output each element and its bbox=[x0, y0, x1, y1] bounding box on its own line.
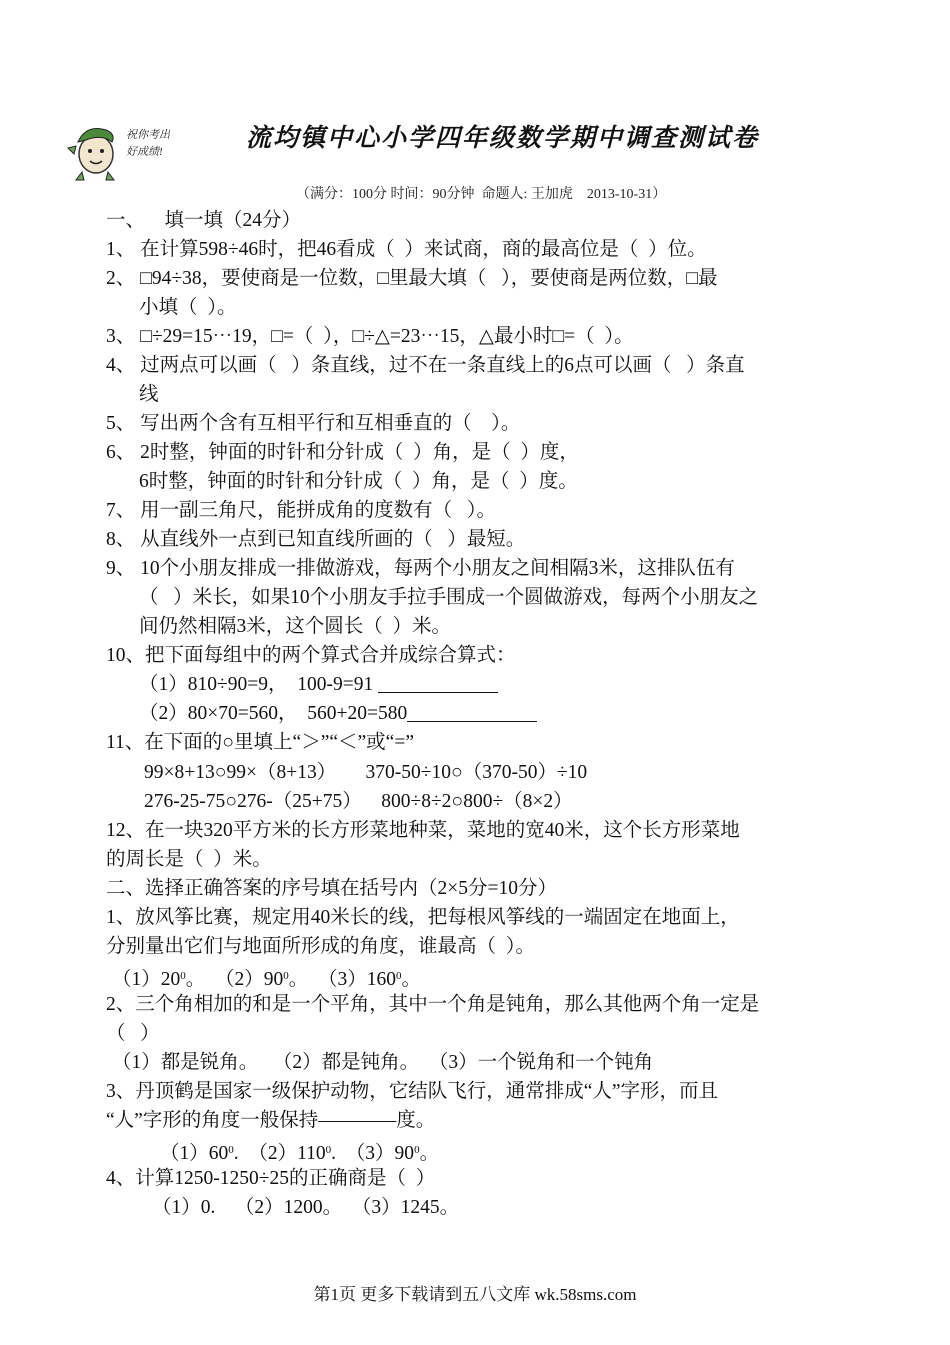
q1-4a: 4、 过两点可以画（ ）条直线，过不在一条直线上的6点可以画（ ）条直 bbox=[106, 355, 745, 376]
q1-10-1-text: （1）810÷90=9， 100-9=91 bbox=[139, 674, 379, 695]
page-footer: 第1页 更多下载请到五八文库 wk.58sms.com bbox=[313, 1285, 637, 1304]
option-text: （1）20 bbox=[112, 969, 181, 990]
q2-2-options: （1）都是锐角。 （2）都是钝角。 （3）一个锐角和一个钝角 bbox=[112, 1052, 654, 1073]
answer-blank[interactable] bbox=[378, 672, 498, 693]
q2-3b: “人”字形的角度一般保持————度。 bbox=[106, 1110, 436, 1131]
exam-info: （满分：100分 时间：90分钟 命题人: 王加虎 2013-10-31） bbox=[296, 187, 667, 202]
wish-line-2: 好成绩! bbox=[126, 146, 163, 158]
q1-11: 11、在下面的○里填上“＞”“＜”或“=” bbox=[106, 732, 414, 753]
degree-sup: 0 bbox=[283, 970, 289, 982]
q1-1: 1、 在计算598÷46时，把46看成（ ）来试商，商的最高位是（ ）位。 bbox=[106, 239, 707, 260]
q1-2b: 小填（ ）。 bbox=[139, 297, 237, 318]
q2-3a: 3、丹顶鹤是国家一级保护动物，它结队飞行，通常排成“人”字形，而且 bbox=[106, 1081, 719, 1102]
option-text: . （3）90 bbox=[331, 1143, 415, 1164]
degree-sup: 0 bbox=[414, 1144, 420, 1156]
q1-12b: 的周长是（ ）米。 bbox=[106, 849, 272, 870]
section2-heading: 二、选择正确答案的序号填在括号内（2×5分=10分） bbox=[106, 878, 557, 899]
q2-1-options bbox=[112, 963, 421, 993]
q1-8: 8、 从直线外一点到已知直线所画的（ ）最短。 bbox=[106, 529, 526, 550]
q1-10: 10、把下面每组中的两个算式合并成综合算式： bbox=[106, 645, 516, 666]
wish-line-1: 祝你考出 bbox=[126, 129, 170, 141]
answer-blank[interactable] bbox=[407, 701, 537, 722]
q2-4-options: （1）0. （2）1200。 （3）1245。 bbox=[152, 1197, 460, 1218]
page-title: 流均镇中心小学四年级数学期中调查测试卷 bbox=[246, 125, 760, 152]
degree-sup: 0 bbox=[396, 970, 402, 982]
degree-sup: 0 bbox=[325, 1144, 332, 1156]
option-text: 。 bbox=[401, 969, 422, 990]
q1-3: 3、 □÷29=15⋯19，□=（ ），□÷△=23⋯15，△最小时□=（ ）。 bbox=[106, 326, 634, 347]
option-text: （1）60 bbox=[160, 1143, 229, 1164]
q1-10-2-text: （2）80×70=560， 560+20=580 bbox=[139, 703, 408, 724]
q2-2b: （ ） bbox=[106, 1023, 160, 1044]
option-text: . （2）110 bbox=[233, 1143, 326, 1164]
q1-11-row1: 99×8+13○99×（8+13） 370-50÷10○（370-50）÷10 bbox=[144, 762, 588, 783]
option-text: 。 bbox=[419, 1143, 440, 1164]
q1-9c: 间仍然相隔3米，这个圆长（ ）米。 bbox=[139, 616, 452, 637]
q1-10-2 bbox=[139, 701, 537, 727]
q2-4: 4、计算1250-1250÷25的正确商是（ ） bbox=[106, 1168, 436, 1189]
q2-2a: 2、三个角相加的和是一个平角，其中一个角是钝角，那么其他两个角一定是 bbox=[106, 994, 760, 1015]
q2-1a: 1、放风筝比赛，规定用40米长的线，把每根风筝线的一端固定在地面上， bbox=[106, 907, 740, 928]
q1-9b: （ ）米长，如果10个小朋友手拉手围成一个圆做游戏，每两个小朋友之 bbox=[139, 587, 759, 608]
q1-5: 5、 写出两个含有互相平行和互相垂直的（ ）。 bbox=[106, 413, 521, 434]
q1-12a: 12、在一块320平方米的长方形菜地种菜，菜地的宽40米，这个长方形菜地 bbox=[106, 820, 740, 841]
degree-sup: 0 bbox=[180, 970, 186, 982]
option-text: 。 （2）90 bbox=[185, 969, 284, 990]
q1-2a: 2、 □94÷38，要使商是一位数，□里最大填（ ），要使商是两位数，□最 bbox=[106, 268, 718, 289]
section1-heading: 一、 填一填（24分） bbox=[106, 210, 302, 231]
q1-4b: 线 bbox=[139, 384, 159, 405]
q1-6a: 6、 2时整，钟面的时针和分针成（ ）角，是（ ）度， bbox=[106, 442, 579, 463]
q2-3-options bbox=[160, 1137, 439, 1167]
q1-7: 7、 用一副三角尺，能拼成角的度数有（ ）。 bbox=[106, 500, 497, 521]
option-text: 。 （3）160 bbox=[288, 969, 397, 990]
q1-10-1 bbox=[139, 672, 498, 698]
degree-sup: 0 bbox=[228, 1144, 234, 1156]
q1-11-row2: 276-25-75○276-（25+75） 800÷8÷2○800÷（8×2） bbox=[144, 791, 573, 812]
q2-1b: 分别量出它们与地面所形成的角度，谁最高（ ）。 bbox=[106, 936, 536, 957]
q1-9a: 9、 10个小朋友排成一排做游戏，每两个小朋友之间相隔3米，这排队伍有 bbox=[106, 558, 735, 579]
q1-6b: 6时整，钟面的时针和分针成（ ）角，是（ ）度。 bbox=[139, 471, 578, 492]
